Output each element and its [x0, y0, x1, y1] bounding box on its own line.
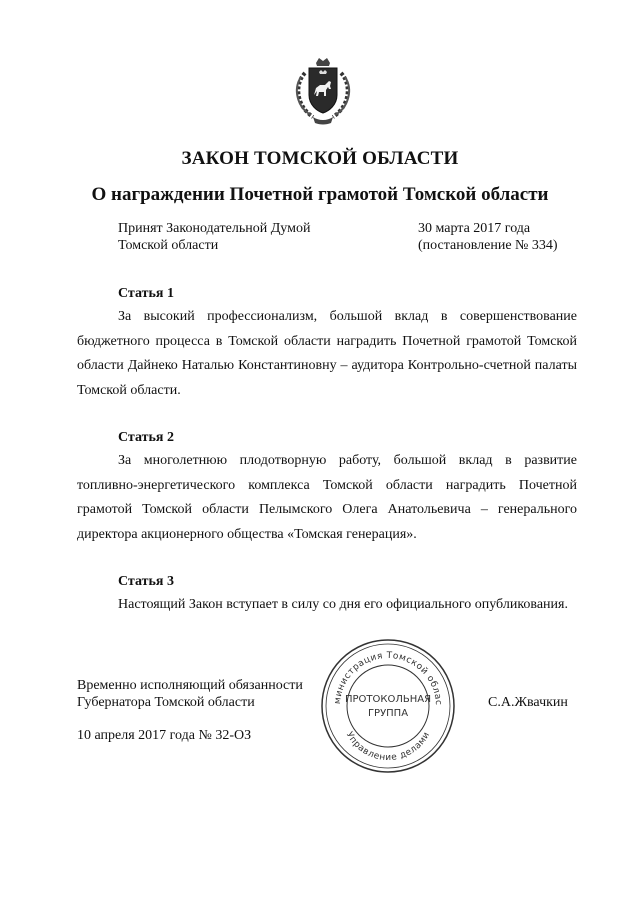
adoption-date [418, 220, 558, 254]
stamp-center-line2: ГРУППА [367, 708, 409, 719]
adoption-body-line2: Томской области [118, 238, 219, 253]
article-3-text: Настоящий Закон вступает в силу со дня его официального опубликования. [118, 597, 568, 612]
stamp-ring-bottom: Управление делами [343, 730, 433, 764]
adoption-resolution-number: (постановление № 334) [418, 238, 558, 253]
official-stamp [318, 636, 458, 776]
adoption-body [118, 220, 310, 254]
article-2-text: За многолетнюю плодотворную работу, большой вклад в развитие топливно-энергетического комплекса Томской области наградить Почетной грамотой Томской области Пелымского Олега Анатольевича – генерального директора акционерного общества «Томская генерация». [77, 453, 577, 542]
signatory-position-line1: Временно исполняющий обязанности [77, 678, 303, 693]
stamp-center-line1: ПРОТОКОЛЬНАЯ [344, 694, 432, 705]
document-title: ЗАКОН ТОМСКОЙ ОБЛАСТИ [181, 148, 459, 169]
signatory-name: С.А.Жвачкин [488, 695, 568, 710]
article-1-text: За высокий профессионализм, большой вклад в совершенствование бюджетного процесса в Томской области наградить Почетной грамотой Томской области Дайнеко Наталью Константиновну – аудитора Контрольно-счетной палаты Томской области. [77, 309, 577, 398]
article-2-heading: Статья 2 [118, 430, 174, 445]
article-3-heading: Статья 3 [118, 574, 174, 589]
signatory-position-line2: Губернатора Томской области [77, 695, 255, 710]
article-1-heading: Статья 1 [118, 286, 174, 301]
adoption-body-line1: Принят Законодательной Думой [118, 221, 311, 236]
signatory-position [77, 677, 303, 711]
law-number-date: 10 апреля 2017 года № 32-ОЗ [77, 728, 252, 743]
coat-of-arms-icon [291, 55, 355, 127]
adoption-date-line1: 30 марта 2017 года [418, 221, 531, 236]
stamp-ring-top: министрация Томской облас [332, 650, 444, 706]
document-subtitle: О награждении Почетной грамотой Томской области [91, 184, 549, 205]
